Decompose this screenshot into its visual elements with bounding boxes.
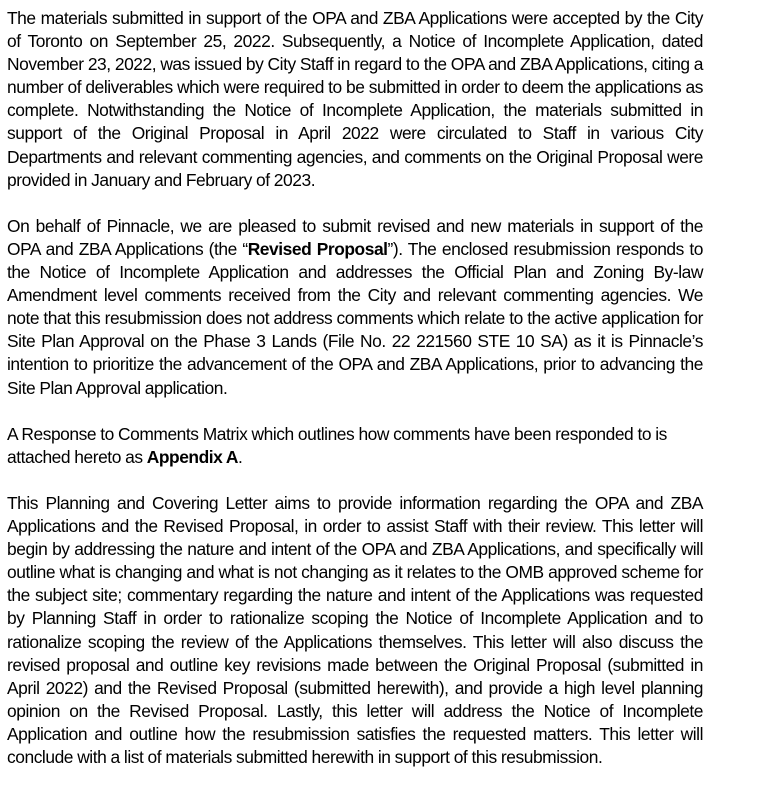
bold-term-appendix-a: Appendix A — [146, 446, 239, 467]
paragraph-letter-overview — [7, 492, 703, 769]
document-body — [7, 7, 703, 769]
paragraph-text: The materials submitted in support of the OPA and ZBA Applications were accepted by the City of Toronto on September 25, 2022. Subsequently, a Notice of Incomplete Application, dated November 23, 2022, was issued by City Staff in regard to the OPA and ZBA Applications, citing a number of deliverables which were required to be submitted in order to deem the applications as complete. Notwithstanding the Notice of Incomplete Application, the materials submitted in support of the Original Proposal in April 2022 were circulated to Staff in various City Departments and relevant commenting agencies, and comments on the Original Proposal were provided in January and February of 2023. — [7, 8, 703, 190]
paragraph-application-acceptance — [7, 7, 703, 192]
paragraph-response-matrix — [7, 423, 703, 469]
paragraph-text-start: A Response to Comments Matrix which outlines how comments have been responded to is attached hereto as — [7, 423, 667, 467]
paragraph-text-end: ”). The enclosed resubmission responds to the Notice of Incomplete Application and addresses the Official Plan and Zoning By-law Amendment level comments received from the City and relevant commenting agencies. We note that this resubmission does not address comments which relate to the active application for Site Plan Approval on the Phase 3 Lands (File No. 22 221560 STE 10 SA) as it is Pinnacle’s intention to prioritize the advancement of the OPA and ZBA Applications, prior to advancing the Site Plan Approval application. — [7, 238, 703, 398]
paragraph-text-end: . — [238, 446, 243, 467]
bold-term-revised-proposal: Revised Proposal — [247, 238, 388, 259]
paragraph-text-start: On behalf of Pinnacle, we are pleased to submit revised and new materials in support of the OPA and ZBA Applications (the “ — [7, 215, 703, 259]
paragraph-text: This Planning and Covering Letter aims to provide information regarding the OPA and ZBA Applications and the Revised Proposal, in order to assist Staff with their review. This letter will begin by addressing the nature and intent of the OPA and ZBA Applications, and specifically will outline what is changing and what is not changing as it relates to the OMB approved scheme for the subject site; commentary regarding the nature and intent of the Applications was requested by Planning Staff in order to rationalize scoping the Notice of Incomplete Application and to rationalize scoping the review of the Applications themselves. This letter will also discuss the revised proposal and outline key revisions made between the Original Proposal (submitted in April 2022) and the Revised Proposal (submitted herewith), and provide a high level planning opinion on the Revised Proposal. Lastly, this letter will address the Notice of Incomplete Application and outline how the resubmission satisfies the requested matters. This letter will conclude with a list of materials submitted herewith in support of this resubmission. — [7, 492, 703, 767]
paragraph-revised-proposal — [7, 215, 703, 400]
